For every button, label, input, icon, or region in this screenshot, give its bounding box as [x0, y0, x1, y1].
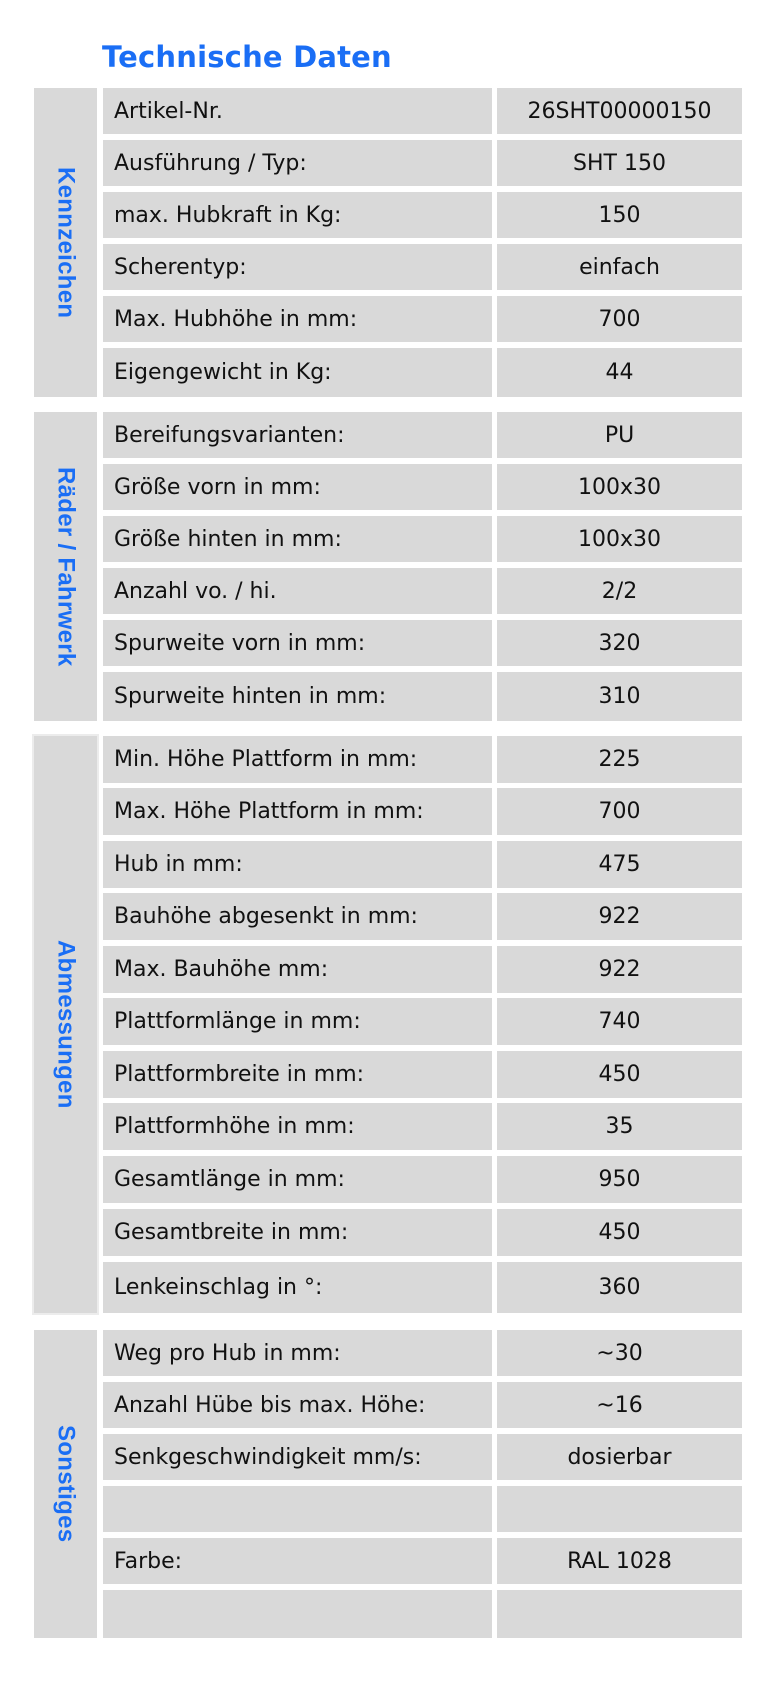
table-row	[103, 620, 742, 666]
group-label: Räder / Fahrwerk	[52, 466, 80, 667]
row-label: Spurweite hinten in mm:	[103, 672, 492, 721]
table-row	[103, 348, 742, 397]
row-label: Anzahl Hübe bis max. Höhe:	[103, 1382, 492, 1428]
row-label: Senkgeschwindigkeit mm/s:	[103, 1434, 492, 1480]
row-value: PU	[497, 412, 742, 458]
row-label: Größe vorn in mm:	[103, 464, 492, 510]
row-value: 150	[497, 192, 742, 238]
row-label: Gesamtbreite in mm:	[103, 1209, 492, 1256]
row-value: RAL 1028	[497, 1538, 742, 1584]
row-label: Plattformlänge in mm:	[103, 998, 492, 1045]
row-label: Ausführung / Typ:	[103, 140, 492, 186]
table-row	[103, 464, 742, 510]
row-label: Min. Höhe Plattform in mm:	[103, 736, 492, 783]
table-row	[103, 1051, 742, 1098]
row-value: ~30	[497, 1330, 742, 1376]
row-label: Bereifungsvarianten:	[103, 412, 492, 458]
row-label: Max. Hubhöhe in mm:	[103, 296, 492, 342]
table-row	[103, 516, 742, 562]
row-value: 700	[497, 788, 742, 835]
group-side-kennzeichen	[34, 88, 97, 397]
table-row	[103, 1434, 742, 1480]
row-label: Farbe:	[103, 1538, 492, 1584]
row-label: Plattformbreite in mm:	[103, 1051, 492, 1098]
table-row	[103, 841, 742, 888]
group-kennzeichen	[34, 88, 742, 397]
row-value: 320	[497, 620, 742, 666]
row-value: 475	[497, 841, 742, 888]
row-value	[497, 1590, 742, 1638]
row-label: Scherentyp:	[103, 244, 492, 290]
row-value: 100x30	[497, 464, 742, 510]
row-label: max. Hubkraft in Kg:	[103, 192, 492, 238]
row-label: Gesamtlänge in mm:	[103, 1156, 492, 1203]
row-label	[103, 1486, 492, 1532]
group-side-raeder-fahrwerk	[34, 412, 97, 721]
group-side-sonstiges	[34, 1330, 97, 1638]
row-value	[497, 1486, 742, 1532]
row-value: 450	[497, 1051, 742, 1098]
table-row	[103, 736, 742, 783]
table-row	[103, 192, 742, 238]
row-label: Weg pro Hub in mm:	[103, 1330, 492, 1376]
row-value: 35	[497, 1103, 742, 1150]
group-sonstiges	[34, 1330, 742, 1638]
table-row	[103, 998, 742, 1045]
row-label: Max. Höhe Plattform in mm:	[103, 788, 492, 835]
group-label: Kennzeichen	[52, 166, 80, 319]
table-row	[103, 1538, 742, 1584]
table-row	[103, 1262, 742, 1313]
row-label: Hub in mm:	[103, 841, 492, 888]
row-label: Eigengewicht in Kg:	[103, 348, 492, 397]
table-row	[103, 244, 742, 290]
row-value: 950	[497, 1156, 742, 1203]
row-value: 700	[497, 296, 742, 342]
table-row	[103, 140, 742, 186]
row-label: Größe hinten in mm:	[103, 516, 492, 562]
table-row-empty	[103, 1486, 742, 1532]
table-row	[103, 568, 742, 614]
table-row	[103, 788, 742, 835]
row-label: Artikel-Nr.	[103, 88, 492, 134]
table-row	[103, 946, 742, 993]
row-value: 310	[497, 672, 742, 721]
page-title: Technische Daten	[102, 40, 392, 74]
row-label: Spurweite vorn in mm:	[103, 620, 492, 666]
row-value: einfach	[497, 244, 742, 290]
table-row	[103, 1382, 742, 1428]
group-label: Sonstiges	[52, 1425, 80, 1543]
table-row	[103, 412, 742, 458]
row-value: 922	[497, 893, 742, 940]
group-side-abmessungen	[34, 736, 97, 1313]
table-row-empty	[103, 1590, 742, 1638]
table-row	[103, 296, 742, 342]
row-value: 100x30	[497, 516, 742, 562]
table-row	[103, 1156, 742, 1203]
row-value: 360	[497, 1262, 742, 1313]
row-value: dosierbar	[497, 1434, 742, 1480]
row-label: Lenkeinschlag in °:	[103, 1262, 492, 1313]
row-label: Max. Bauhöhe mm:	[103, 946, 492, 993]
table-row	[103, 88, 742, 134]
row-label	[103, 1590, 492, 1638]
row-value: 922	[497, 946, 742, 993]
table-row	[103, 1209, 742, 1256]
row-value: 740	[497, 998, 742, 1045]
row-value: ~16	[497, 1382, 742, 1428]
table-row	[103, 1330, 742, 1376]
row-value: 2/2	[497, 568, 742, 614]
row-label: Bauhöhe abgesenkt in mm:	[103, 893, 492, 940]
row-label: Anzahl vo. / hi.	[103, 568, 492, 614]
row-value: 450	[497, 1209, 742, 1256]
table-row	[103, 1103, 742, 1150]
table-row	[103, 893, 742, 940]
group-abmessungen	[34, 736, 742, 1313]
row-value: 26SHT00000150	[497, 88, 742, 134]
table-row	[103, 672, 742, 721]
group-raeder-fahrwerk	[34, 412, 742, 721]
row-label: Plattformhöhe in mm:	[103, 1103, 492, 1150]
group-label: Abmessungen	[52, 940, 80, 1109]
row-value: SHT 150	[497, 140, 742, 186]
row-value: 44	[497, 348, 742, 397]
row-value: 225	[497, 736, 742, 783]
